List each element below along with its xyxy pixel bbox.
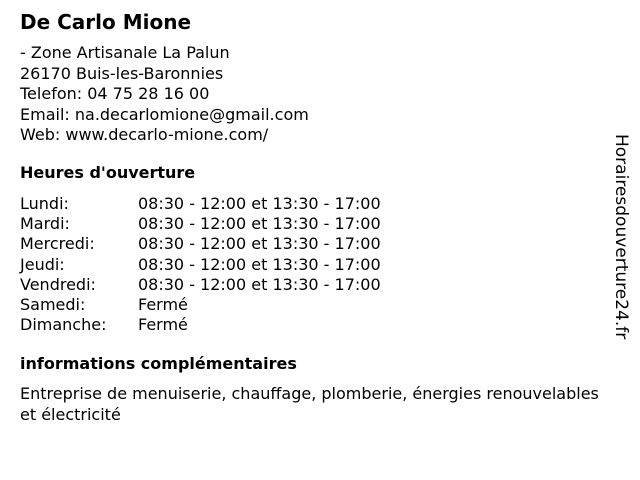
day-hours: 08:30 - 12:00 et 13:30 - 17:00 [138, 194, 381, 213]
web-line[interactable]: Web: www.decarlo-mione.com/ [20, 125, 269, 144]
day-hours: Fermé [138, 315, 188, 335]
day-hours: 08:30 - 12:00 et 13:30 - 17:00 [138, 254, 381, 274]
day-label: Vendredi: [20, 274, 96, 294]
hours-row-sunday [20, 315, 381, 335]
site-watermark: Horairesdouverture24.fr [611, 134, 631, 340]
email-line[interactable]: Email: na.decarlomione@gmail.com [20, 104, 309, 124]
info-heading: informations complémentaires [20, 354, 297, 373]
address-line-1: - Zone Artisanale La Palun [20, 43, 230, 62]
day-label: Mercredi: [20, 234, 95, 254]
hours-row-wednesday [20, 234, 381, 254]
info-description: Entreprise de menuiserie, chauffage, plomberie, énergies renouvelables et électricité [20, 384, 599, 424]
day-label: Mardi: [20, 214, 70, 234]
hours-row-thursday [20, 255, 381, 275]
day-label: Lundi: [20, 194, 69, 213]
day-label: Samedi: [20, 295, 86, 315]
day-label: Jeudi: [20, 254, 65, 274]
hours-row-saturday [20, 295, 381, 315]
hours-table [20, 194, 381, 335]
contact-block [20, 43, 309, 146]
day-hours: 08:30 - 12:00 et 13:30 - 17:00 [138, 234, 381, 254]
hours-row-monday [20, 194, 381, 214]
business-name: De Carlo Mione [20, 10, 192, 34]
hours-heading: Heures d'ouverture [20, 163, 196, 182]
address-line-2: 26170 Buis-les-Baronnies [20, 63, 224, 83]
day-label: Dimanche: [20, 315, 107, 335]
day-hours: 08:30 - 12:00 et 13:30 - 17:00 [138, 274, 381, 294]
day-hours: 08:30 - 12:00 et 13:30 - 17:00 [138, 214, 381, 234]
day-hours: Fermé [138, 295, 188, 315]
hours-row-friday [20, 275, 381, 295]
hours-row-tuesday [20, 214, 381, 234]
phone-line[interactable]: Telefon: 04 75 28 16 00 [20, 84, 210, 103]
